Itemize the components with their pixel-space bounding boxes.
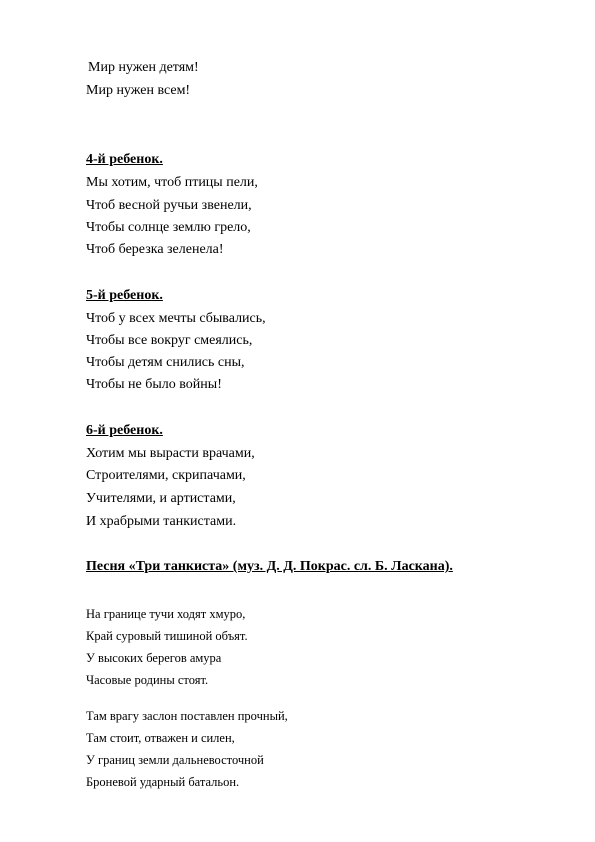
child-4-line: Мы хотим, чтоб птицы пели,	[86, 175, 258, 190]
song-verse-2-line: Там врагу заслон поставлен прочный,	[86, 709, 288, 723]
song-verse-2-line: Там стоит, отважен и силен,	[86, 731, 235, 745]
song-verse-1-line: На границе тучи ходят хмуро,	[86, 607, 246, 621]
intro-line-2: Мир нужен всем!	[86, 83, 191, 98]
child-5-line: Чтобы детям снились сны,	[86, 355, 245, 370]
child-6-line: Хотим мы вырасти врачами,	[86, 446, 255, 461]
child-4-line: Чтоб весной ручьи звенели,	[86, 198, 252, 213]
child-6-heading: 6-й ребенок.	[86, 423, 163, 438]
child-6-line: Учителями, и артистами,	[86, 491, 236, 506]
song-verse-1-line: У высоких берегов амура	[86, 651, 222, 665]
child-5-heading: 5-й ребенок.	[86, 288, 163, 303]
song-verse-1-line: Часовые родины стоят.	[86, 673, 209, 687]
child-5-line: Чтобы не было войны!	[86, 377, 222, 392]
child-6-line: Строителями, скрипачами,	[86, 468, 246, 483]
child-4-line: Чтобы солнце землю грело,	[86, 220, 251, 235]
song-verse-1-line: Край суровый тишиной объят.	[86, 629, 248, 643]
song-verse-2-line: Броневой ударный батальон.	[86, 775, 240, 789]
child-5-line: Чтобы все вокруг смеялись,	[86, 333, 253, 348]
child-4-heading: 4-й ребенок.	[86, 152, 163, 167]
intro-line-1: Мир нужен детям!	[88, 60, 199, 75]
child-6-line: И храбрыми танкистами.	[86, 514, 237, 529]
song-title: Песня «Три танкиста» (муз. Д. Д. Покрас. сл. Б. Ласкана).	[86, 559, 453, 574]
child-5-line: Чтоб у всех мечты сбывались,	[86, 311, 266, 326]
child-4-line: Чтоб березка зеленела!	[86, 242, 224, 257]
song-verse-2-line: У границ земли дальневосточной	[86, 753, 264, 767]
